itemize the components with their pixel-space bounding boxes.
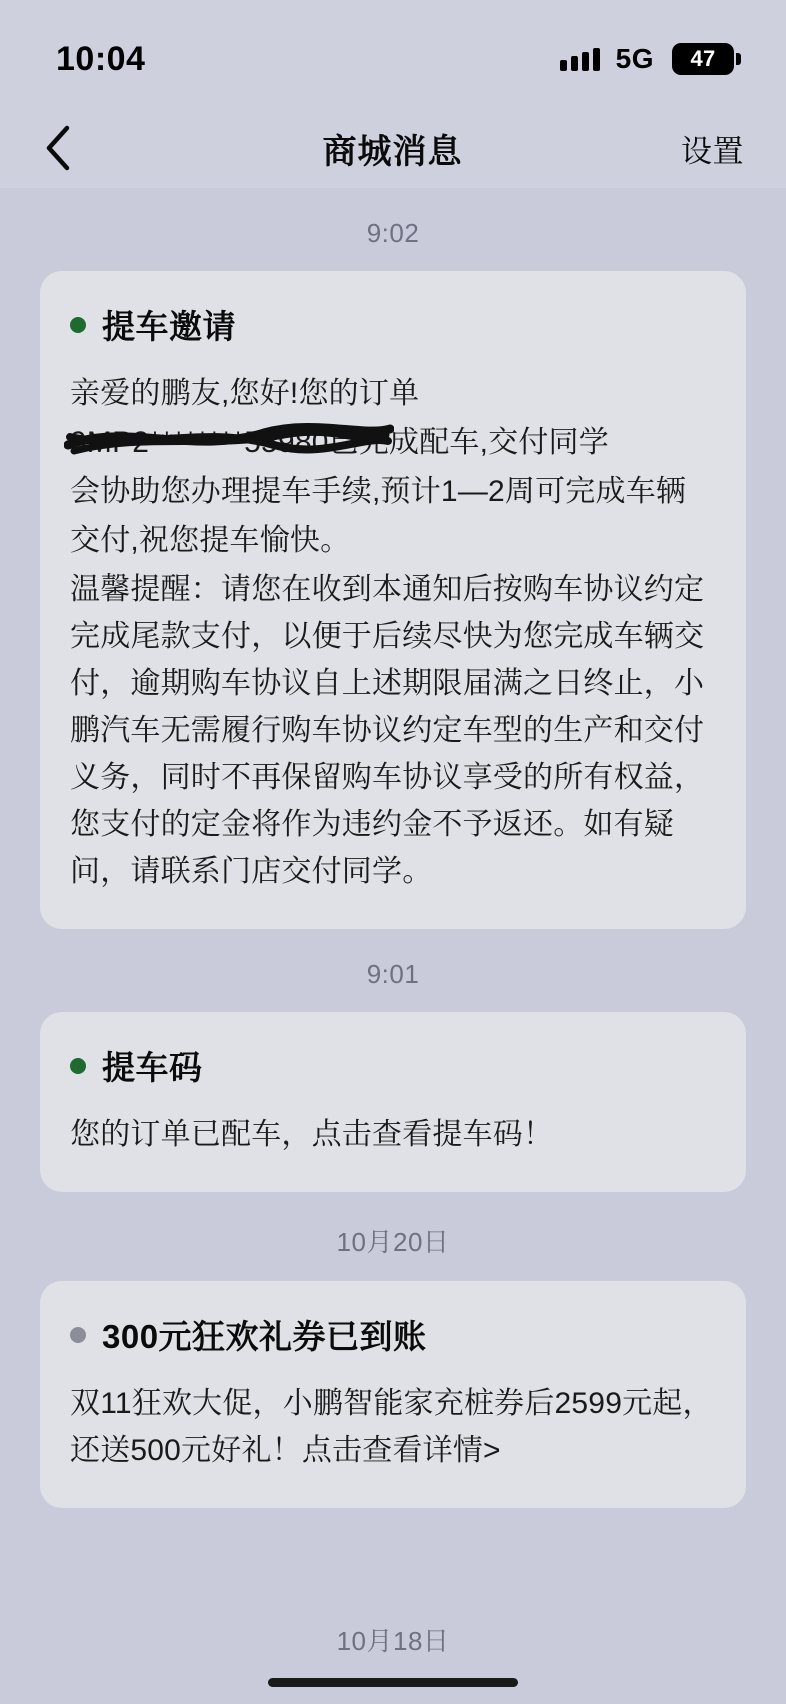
card-title: 300元狂欢礼券已到账	[102, 1318, 427, 1355]
card-header	[70, 1042, 716, 1089]
home-indicator-area	[0, 1660, 786, 1704]
card-title: 提车码	[102, 1049, 203, 1086]
message-line-redacted	[70, 419, 716, 466]
message-timestamp: 9:01	[366, 959, 420, 989]
status-bar-time: 10:04	[56, 39, 146, 78]
card-body: 双11狂欢大促，小鹏智能家充桩券后2599元起，还送500元好礼！点击查看详情>	[70, 1387, 713, 1467]
message-timestamp: 10月20日	[336, 1227, 450, 1257]
message-timestamp: 9:02	[366, 218, 420, 248]
card-header	[70, 301, 716, 348]
message-list[interactable]	[0, 188, 786, 1660]
status-dot-icon	[70, 317, 86, 333]
message-line: 亲爱的鹏友,您好!您的订单	[70, 377, 420, 410]
nav-bar	[0, 108, 786, 188]
card-body	[70, 370, 716, 895]
signal-bars-icon	[560, 47, 600, 71]
message-line: 会协助您办理提车手续,预计1—2周可完成车辆	[70, 475, 687, 508]
card-title: 提车邀请	[102, 308, 236, 345]
home-indicator[interactable]	[268, 1678, 518, 1687]
message-line: 交付,祝您提车愉快。	[70, 524, 351, 557]
message-line: 已完成配车,交付同学	[328, 426, 609, 459]
battery-level-label: 47	[690, 46, 716, 71]
message-timestamp-partial: 10月18日	[336, 1626, 450, 1656]
status-dot-icon	[70, 1327, 86, 1343]
settings-button[interactable]: 设置	[681, 133, 744, 169]
message-card-pickup-code[interactable]	[40, 1012, 746, 1192]
network-type-label: 5G	[615, 43, 654, 74]
message-card-coupon[interactable]	[40, 1281, 746, 1508]
chevron-left-icon	[44, 124, 72, 172]
message-notice: 温馨提醒：请您在收到本通知后按购车协议约定完成尾款支付，以便于后续尽快为您完成车辆交付，逾期购车协议自上述期限届满之日终止，小鹏汽车无需履行购车协议约定车型的生产和交付义务，同时不再保留购车协议享受的所有权益，您支付的定金将作为违约金不予返还。如有疑问，请联系门店交付同学。	[70, 573, 705, 888]
message-card-delivery-invitation[interactable]	[40, 271, 746, 929]
status-bar-indicators	[560, 33, 734, 75]
card-header	[70, 1311, 716, 1358]
card-body: 您的订单已配车，点击查看提车码！	[70, 1118, 554, 1151]
page-title: 商城消息	[322, 132, 463, 171]
back-button[interactable]	[44, 118, 104, 178]
status-bar	[0, 0, 786, 108]
status-dot-icon	[70, 1058, 86, 1074]
redacted-order-number: 9MP2********55980	[70, 419, 329, 466]
battery-icon	[672, 43, 734, 75]
